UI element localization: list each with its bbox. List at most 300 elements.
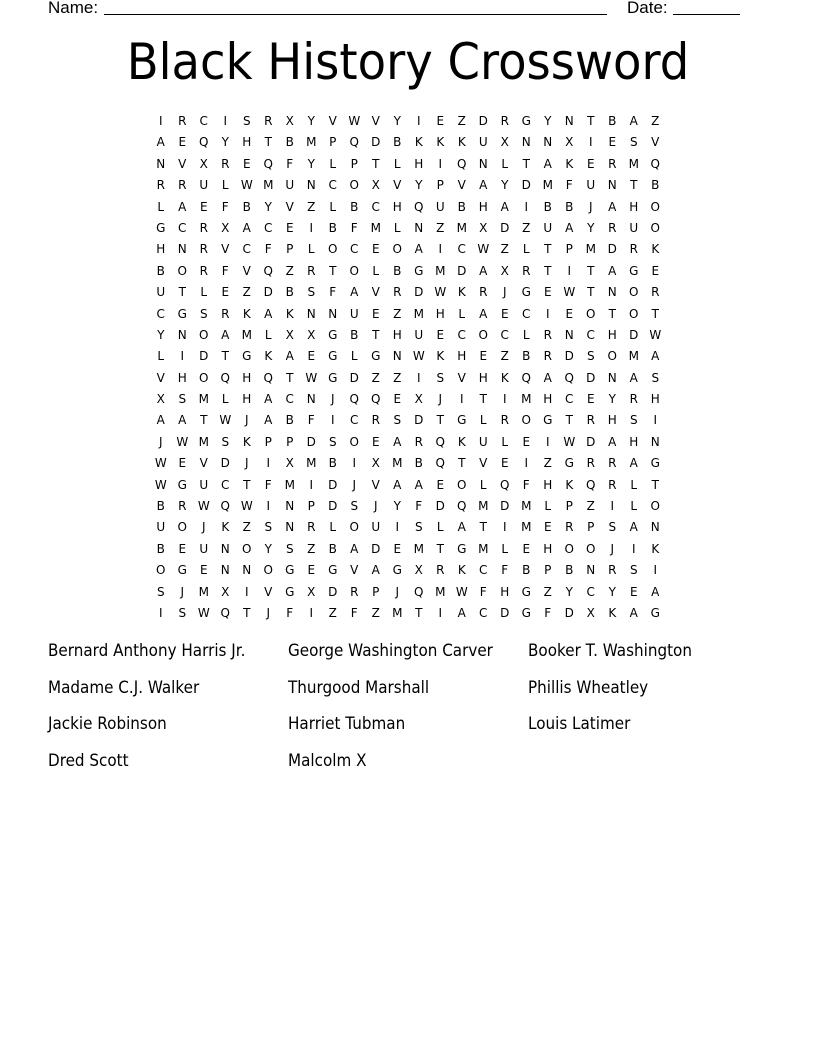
- grid-letter: M: [521, 499, 532, 514]
- grid-letter: G: [285, 584, 295, 599]
- grid-letter: O: [349, 520, 359, 535]
- grid-letter: S: [242, 114, 251, 128]
- grid-letter: A: [457, 605, 466, 620]
- grid-letter: I: [180, 349, 185, 364]
- grid-letter: E: [479, 349, 488, 364]
- grid-letter: L: [544, 499, 552, 514]
- grid-letter: Q: [521, 370, 531, 385]
- grid-letter: W: [455, 584, 468, 599]
- grid-letter: H: [156, 242, 166, 257]
- grid-letter: F: [221, 263, 229, 278]
- word-list-item: Booker T. Washington: [528, 641, 692, 660]
- grid-letter: R: [350, 584, 359, 599]
- grid-letter: D: [586, 434, 596, 449]
- grid-letter: Q: [586, 477, 596, 492]
- grid-letter: G: [650, 605, 660, 620]
- grid-letter: I: [545, 306, 550, 321]
- grid-letter: O: [349, 434, 359, 449]
- grid-letter: J: [438, 392, 443, 407]
- grid-letter: I: [416, 114, 421, 128]
- grid-letter: I: [610, 499, 615, 514]
- grid-letter: K: [500, 370, 509, 385]
- grid-letter: S: [629, 135, 638, 150]
- grid-letter: F: [307, 413, 315, 428]
- grid-letter: C: [500, 327, 509, 342]
- grid-letter: M: [263, 178, 274, 193]
- grid-letter: B: [328, 220, 337, 235]
- grid-letter: O: [349, 263, 359, 278]
- grid-letter: I: [502, 392, 507, 407]
- grid-letter: N: [521, 135, 531, 150]
- grid-letter: T: [329, 263, 337, 278]
- grid-letter: O: [650, 220, 660, 235]
- grid-letter: O: [650, 499, 660, 514]
- grid-letter: E: [199, 199, 208, 214]
- grid-letter: T: [522, 156, 530, 171]
- grid-letter: D: [500, 499, 510, 514]
- grid-letter: O: [629, 306, 639, 321]
- grid-letter: D: [586, 370, 596, 385]
- grid-letter: Z: [371, 605, 380, 620]
- grid-letter: I: [309, 220, 314, 235]
- grid-letter: D: [478, 114, 488, 128]
- grid-letter: F: [350, 605, 358, 620]
- grid-letter: B: [522, 349, 531, 364]
- grid-letter: E: [393, 541, 402, 556]
- grid-letter: G: [521, 605, 531, 620]
- grid-letter: U: [199, 541, 209, 556]
- grid-letter: D: [500, 605, 510, 620]
- grid-letter: P: [372, 584, 380, 599]
- word-list-item: Thurgood Marshall: [288, 677, 430, 697]
- grid-letter: S: [178, 605, 187, 620]
- grid-letter: T: [587, 114, 595, 128]
- grid-letter: X: [307, 327, 316, 342]
- grid-letter: O: [199, 370, 209, 385]
- grid-letter: P: [307, 499, 315, 514]
- grid-letter: R: [543, 327, 552, 342]
- grid-letter: K: [457, 285, 466, 300]
- grid-letter: R: [393, 285, 402, 300]
- grid-letter: Z: [543, 456, 552, 471]
- grid-letter: F: [350, 220, 358, 235]
- grid-letter: H: [650, 392, 660, 407]
- grid-letter: B: [651, 178, 660, 193]
- grid-letter: C: [285, 392, 294, 407]
- grid-letter: C: [350, 242, 359, 257]
- grid-letter: O: [650, 199, 660, 214]
- grid-letter: O: [177, 263, 187, 278]
- grid-letter: L: [200, 285, 208, 300]
- grid-letter: W: [240, 499, 253, 514]
- grid-letter: R: [436, 563, 445, 578]
- grid-letter: P: [565, 242, 573, 257]
- grid-letter: I: [416, 370, 421, 385]
- grid-letter: S: [436, 370, 445, 385]
- grid-letter: M: [284, 477, 295, 492]
- grid-letter: L: [436, 520, 444, 535]
- grid-letter: H: [543, 477, 553, 492]
- grid-letter: I: [502, 520, 507, 535]
- grid-letter: M: [478, 541, 489, 556]
- grid-letter: M: [413, 541, 424, 556]
- grid-letter: K: [651, 242, 660, 257]
- grid-letter: X: [285, 327, 294, 342]
- word-list-item: Harriet Tubman: [288, 714, 406, 734]
- header-fields: [48, 0, 748, 18]
- grid-letter: H: [392, 327, 402, 342]
- grid-letter: M: [198, 392, 209, 407]
- grid-letter: D: [371, 135, 381, 150]
- grid-letter: E: [285, 220, 294, 235]
- grid-letter: S: [629, 413, 638, 428]
- grid-letter: E: [543, 520, 552, 535]
- grid-letter: L: [458, 306, 466, 321]
- grid-letter: W: [305, 370, 318, 385]
- grid-letter: Y: [565, 584, 573, 599]
- grid-letter: R: [608, 563, 617, 578]
- grid-letter: X: [285, 114, 294, 128]
- grid-letter: X: [371, 456, 380, 471]
- grid-letter: A: [393, 434, 402, 449]
- grid-letter: I: [309, 477, 314, 492]
- grid-letter: F: [501, 563, 509, 578]
- grid-letter: O: [242, 541, 252, 556]
- grid-letter: L: [157, 199, 165, 214]
- grid-letter: M: [628, 156, 639, 171]
- grid-letter: R: [371, 413, 380, 428]
- grid-letter: W: [197, 605, 210, 620]
- grid-letter: Q: [349, 392, 359, 407]
- grid-letter: Q: [220, 499, 230, 514]
- grid-letter: C: [178, 220, 187, 235]
- grid-letter: Z: [586, 499, 595, 514]
- grid-letter: N: [328, 306, 338, 321]
- grid-letter: A: [285, 349, 294, 364]
- grid-letter: E: [307, 563, 316, 578]
- grid-letter: U: [435, 199, 445, 214]
- grid-letter: W: [154, 456, 167, 471]
- grid-letter: L: [393, 220, 401, 235]
- grid-letter: B: [285, 285, 294, 300]
- grid-letter: L: [329, 199, 337, 214]
- word-list-item: Jackie Robinson: [48, 714, 167, 734]
- grid-letter: N: [650, 520, 660, 535]
- grid-letter: V: [285, 199, 294, 214]
- grid-letter: E: [436, 114, 445, 128]
- grid-letter: G: [328, 563, 338, 578]
- grid-letter: S: [307, 285, 316, 300]
- grid-letter: O: [457, 477, 467, 492]
- grid-letter: R: [522, 263, 531, 278]
- grid-letter: S: [199, 306, 208, 321]
- date-blank-line[interactable]: [673, 14, 740, 15]
- grid-letter: O: [586, 541, 596, 556]
- grid-letter: P: [286, 242, 294, 257]
- grid-letter: W: [176, 434, 189, 449]
- grid-letter: V: [457, 370, 466, 385]
- grid-letter: D: [414, 285, 424, 300]
- grid-letter: C: [479, 563, 488, 578]
- grid-letter: H: [242, 135, 252, 150]
- grid-letter: I: [352, 456, 357, 471]
- grid-letter: Y: [221, 135, 229, 150]
- grid-letter: D: [328, 477, 338, 492]
- grid-letter: K: [242, 434, 251, 449]
- grid-letter: H: [242, 392, 252, 407]
- grid-letter: U: [156, 520, 166, 535]
- grid-letter: E: [307, 349, 316, 364]
- grid-letter: M: [198, 584, 209, 599]
- grid-letter: I: [438, 605, 443, 620]
- grid-letter: E: [586, 392, 595, 407]
- grid-letter: O: [199, 327, 209, 342]
- grid-letter: V: [242, 263, 251, 278]
- grid-letter: V: [393, 178, 402, 193]
- grid-letter: Y: [415, 178, 423, 193]
- grid-letter: N: [586, 563, 596, 578]
- grid-letter: Z: [328, 605, 337, 620]
- grid-letter: R: [565, 520, 574, 535]
- grid-letter: S: [350, 499, 359, 514]
- grid-letter: I: [309, 605, 314, 620]
- word-list-item: George Washington Carver: [288, 641, 493, 660]
- grid-letter: K: [457, 434, 466, 449]
- grid-letter: T: [479, 520, 487, 535]
- grid-letter: N: [306, 178, 316, 193]
- grid-letter: Y: [393, 499, 401, 514]
- grid-letter: U: [199, 178, 209, 193]
- grid-letter: U: [285, 178, 295, 193]
- grid-letter: E: [371, 434, 380, 449]
- grid-letter: T: [415, 605, 423, 620]
- grid-letter: Q: [220, 605, 230, 620]
- grid-letter: E: [178, 456, 187, 471]
- grid-letter: G: [521, 114, 531, 128]
- grid-letter: K: [414, 135, 423, 150]
- grid-letter: J: [330, 392, 335, 407]
- grid-letter: B: [285, 413, 294, 428]
- grid-letter: I: [545, 434, 550, 449]
- grid-letter: S: [629, 563, 638, 578]
- grid-letter: J: [395, 584, 400, 599]
- grid-letter: F: [286, 156, 294, 171]
- grid-letter: I: [158, 605, 163, 620]
- grid-letter: J: [352, 477, 357, 492]
- grid-letter: P: [329, 135, 337, 150]
- grid-letter: E: [500, 306, 509, 321]
- grid-letter: E: [242, 156, 251, 171]
- grid-letter: V: [371, 477, 380, 492]
- grid-letter: J: [610, 541, 615, 556]
- grid-letter: N: [564, 327, 574, 342]
- grid-letter: M: [392, 605, 403, 620]
- grid-letter: S: [608, 520, 617, 535]
- grid-letter: C: [586, 584, 595, 599]
- grid-letter: V: [156, 370, 165, 385]
- grid-letter: Z: [543, 584, 552, 599]
- grid-letter: H: [177, 370, 187, 385]
- grid-letter: X: [414, 392, 423, 407]
- grid-letter: A: [543, 370, 552, 385]
- grid-letter: W: [412, 349, 425, 364]
- grid-letter: B: [393, 135, 402, 150]
- grid-letter: E: [371, 306, 380, 321]
- grid-letter: C: [479, 605, 488, 620]
- grid-letter: O: [263, 563, 273, 578]
- grid-letter: G: [177, 477, 187, 492]
- grid-letter: A: [178, 199, 187, 214]
- grid-letter: N: [220, 563, 230, 578]
- grid-letter: L: [329, 520, 337, 535]
- grid-letter: C: [350, 413, 359, 428]
- grid-letter: H: [242, 370, 252, 385]
- grid-letter: Q: [371, 392, 381, 407]
- grid-letter: V: [371, 285, 380, 300]
- word-list-item: Bernard Anthony Harris Jr.: [48, 641, 246, 660]
- grid-letter: I: [459, 392, 464, 407]
- grid-letter: B: [543, 199, 552, 214]
- grid-letter: E: [178, 541, 187, 556]
- grid-letter: R: [199, 220, 208, 235]
- grid-letter: Z: [500, 349, 509, 364]
- grid-letter: Q: [263, 263, 273, 278]
- grid-letter: P: [544, 563, 552, 578]
- grid-letter: A: [264, 306, 273, 321]
- grid-letter: J: [502, 285, 507, 300]
- grid-letter: Y: [307, 114, 315, 128]
- grid-letter: E: [436, 477, 445, 492]
- grid-letter: M: [585, 242, 596, 257]
- grid-letter: N: [650, 434, 660, 449]
- grid-letter: B: [350, 199, 359, 214]
- grid-letter: B: [156, 541, 165, 556]
- grid-letter: I: [330, 413, 335, 428]
- grid-letter: B: [242, 199, 251, 214]
- grid-letter: C: [457, 242, 466, 257]
- grid-letter: C: [328, 178, 337, 193]
- name-blank-line[interactable]: [104, 14, 607, 15]
- grid-letter: V: [264, 584, 273, 599]
- grid-letter: Q: [220, 370, 230, 385]
- grid-letter: L: [501, 434, 509, 449]
- grid-letter: G: [457, 413, 467, 428]
- grid-letter: B: [414, 456, 423, 471]
- grid-letter: D: [349, 370, 359, 385]
- grid-letter: Z: [457, 114, 466, 128]
- grid-letter: V: [371, 114, 380, 128]
- grid-letter: V: [178, 156, 187, 171]
- grid-letter: C: [156, 306, 165, 321]
- grid-letter: W: [197, 499, 210, 514]
- grid-letter: G: [543, 413, 553, 428]
- grid-letter: L: [307, 242, 315, 257]
- grid-letter: M: [521, 520, 532, 535]
- grid-letter: E: [393, 392, 402, 407]
- grid-letter: R: [221, 306, 230, 321]
- grid-letter: C: [457, 327, 466, 342]
- grid-letter: F: [479, 584, 487, 599]
- grid-letter: M: [628, 349, 639, 364]
- grid-letter: Z: [393, 370, 402, 385]
- word-list-item: Dred Scott: [48, 751, 129, 771]
- grid-letter: A: [608, 434, 617, 449]
- grid-letter: M: [435, 584, 446, 599]
- grid-letter: A: [543, 156, 552, 171]
- grid-letter: P: [436, 178, 444, 193]
- grid-letter: W: [240, 178, 253, 193]
- grid-letter: E: [522, 541, 531, 556]
- grid-letter: G: [156, 220, 166, 235]
- grid-letter: R: [178, 499, 187, 514]
- grid-letter: V: [651, 135, 660, 150]
- grid-letter: S: [393, 413, 402, 428]
- grid-letter: X: [479, 220, 488, 235]
- grid-letter: X: [307, 584, 316, 599]
- grid-letter: X: [221, 584, 230, 599]
- grid-letter: C: [199, 114, 208, 128]
- grid-letter: R: [178, 114, 187, 128]
- grid-letter: U: [478, 434, 488, 449]
- grid-letter: Z: [522, 220, 531, 235]
- grid-letter: L: [630, 477, 638, 492]
- grid-letter: Z: [393, 306, 402, 321]
- grid-letter: U: [349, 306, 359, 321]
- grid-letter: R: [543, 349, 552, 364]
- grid-letter: A: [629, 456, 638, 471]
- grid-letter: N: [607, 370, 617, 385]
- grid-letter: T: [458, 456, 466, 471]
- grid-letter: G: [371, 349, 381, 364]
- grid-letter: S: [156, 584, 165, 599]
- word-search-grid: [150, 111, 666, 624]
- grid-letter: N: [220, 541, 230, 556]
- grid-letter: A: [479, 306, 488, 321]
- grid-letter: R: [586, 456, 595, 471]
- grid-letter: T: [587, 285, 595, 300]
- grid-letter: Q: [650, 156, 660, 171]
- grid-letter: T: [221, 349, 229, 364]
- grid-letter: L: [372, 263, 380, 278]
- grid-letter: Z: [651, 114, 660, 128]
- grid-letter: U: [478, 135, 488, 150]
- grid-letter: R: [608, 477, 617, 492]
- grid-letter: H: [629, 199, 639, 214]
- grid-letter: T: [544, 263, 552, 278]
- grid-letter: A: [414, 477, 423, 492]
- grid-letter: T: [630, 178, 638, 193]
- grid-letter: E: [221, 285, 230, 300]
- grid-letter: G: [285, 563, 295, 578]
- word-list-item: Madame C.J. Walker: [48, 677, 200, 697]
- grid-letter: R: [307, 263, 316, 278]
- grid-letter: J: [180, 584, 185, 599]
- grid-letter: F: [286, 605, 294, 620]
- grid-letter: B: [156, 263, 165, 278]
- grid-letter: D: [220, 456, 230, 471]
- grid-letter: S: [264, 520, 273, 535]
- grid-letter: J: [201, 520, 206, 535]
- grid-letter: L: [157, 349, 165, 364]
- grid-letter: R: [586, 413, 595, 428]
- grid-letter: Y: [393, 114, 401, 128]
- grid-letter: A: [500, 199, 509, 214]
- grid-letter: N: [177, 242, 187, 257]
- grid-letter: B: [608, 114, 617, 128]
- grid-letter: S: [328, 434, 337, 449]
- grid-letter: Q: [414, 199, 424, 214]
- grid-letter: X: [586, 605, 595, 620]
